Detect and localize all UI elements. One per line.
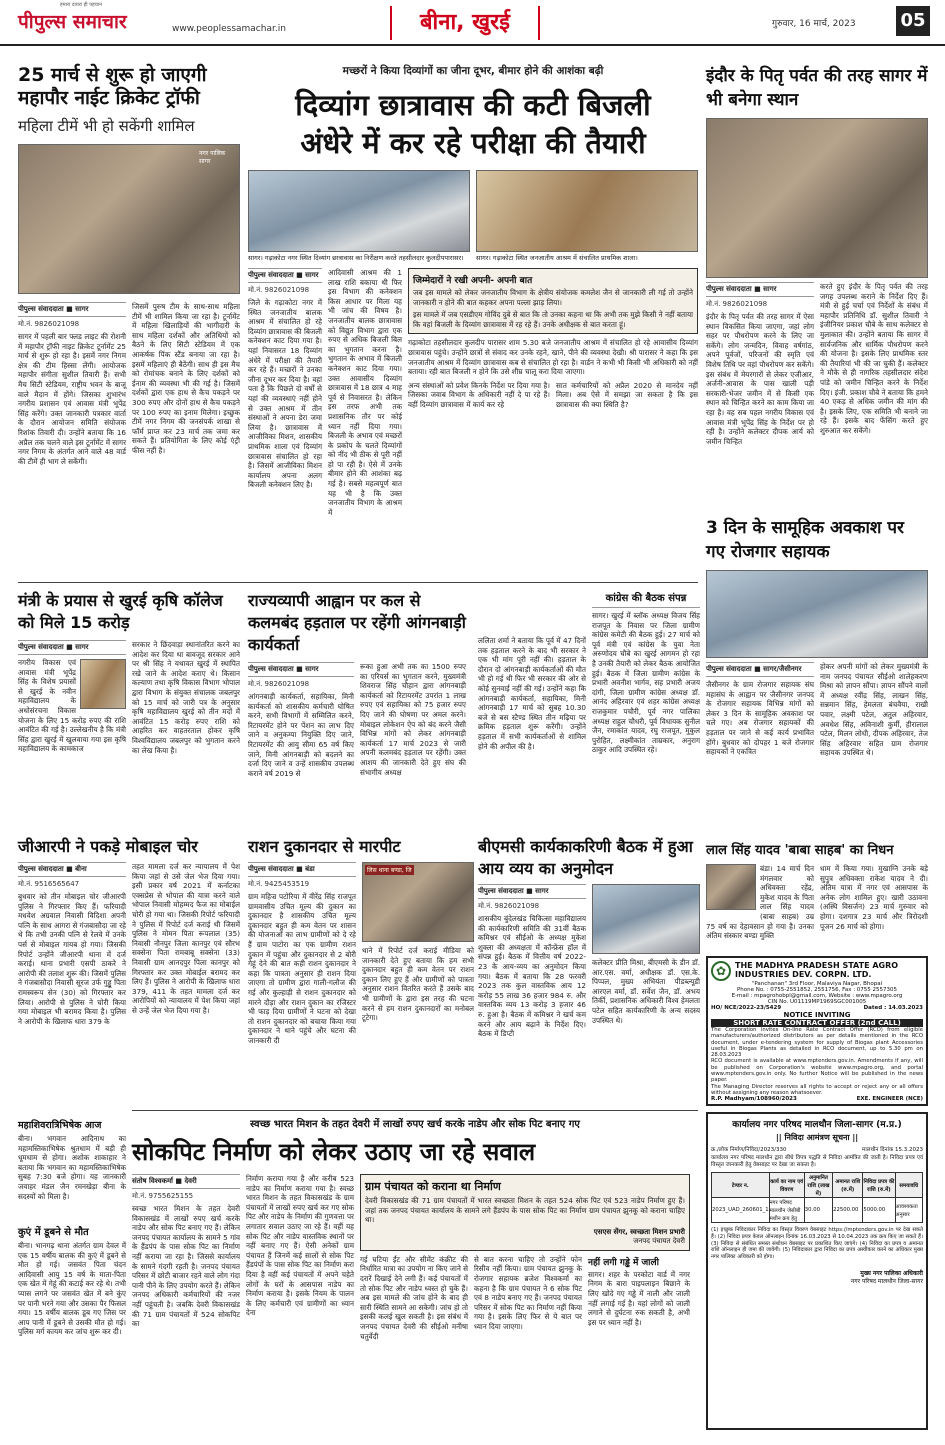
bmc-photo <box>592 884 700 954</box>
college-photo <box>80 659 126 709</box>
anganwadi-col1: आंगनबाड़ी कार्यकर्ता, सहायिका, मिनी कार्यकर्ता को शासकीय कर्मचारी घोषित करने, सभी विभागों में सम्मिलित करने, रिटायरमेंट होने पर पेंशन का लाभ दिए जाने व अनुकम्पा नियुक्ति दिए जाने, रिटायरमेंट की आयु सीमा 65 वर्ष किए जाने, मिनी आंगनबाड़ी को बदलने का दर्जा दिए जाने व उन्हें शासकीय उपलब्ध कराने वर्ष 2019 से <box>248 692 354 778</box>
grp-story <box>18 836 240 1098</box>
cricket-mobile: मो.नं. 9826021098 <box>18 320 80 328</box>
np-th: टेण्डर न. <box>712 1173 770 1198</box>
well-text: बीना। भानगढ़ थाना अंतर्गत ग्राम देवल में एक 15 वर्षीय बालक की कुएं में डूबने से मौत हो गई। जसवंत पिता चंदन आदिवासी आयु 15 वर्ष के माता-पिता एक खेत में गेहूं की कटाई कर रहे थे। तभी प्यास लगने पर जसवंत खेत में बने कुंए पर पानी भरने गया और उसका पैर फिसल गया। 15 वर्षीय बालक डूब गए जिस पर आप पानी में डूबने से उसकी मौत हो गई। पुलिस मर्ग कायम कर जांच शुरू कर दी। <box>18 1241 126 1337</box>
issue-date: गुरुवार, 16 मार्च, 2023 <box>772 19 856 29</box>
obituary-photo <box>706 864 756 910</box>
hostel-box-text-1: जब इस मामले को लेकर जनजातीय विभाग के क्षेत्रीय संयोजक कमलेश जैन से जानकारी ली गई तो उन्होंने जानकारी न होने की बात कहकर अपना पल्ला झाड़ लिया। <box>413 288 693 307</box>
indore-story <box>706 64 928 514</box>
obituary-story <box>706 842 928 950</box>
ration-headline: राशन दुकानदार से मारपीट <box>248 837 401 856</box>
deori-box-sign-2: जनपद पंचायत देवरी <box>633 1236 685 1245</box>
section-title: बीना, खुरई <box>390 6 540 40</box>
agro-logo-icon: ✿ <box>711 961 731 981</box>
np-th: समयावधि <box>895 1173 922 1198</box>
deori-col2: निर्माण कराया गया है और करीब 523 नाडेप का निर्माण कराया गया है। स्वच्छ भारत मिशन के तहत विकासखंड के ग्राम पंचायतों में लाखों रुपए खर्च कर गए सोक पिट और नाडेप के निर्माण की गुणवत्ता पर लगातार सवाल उठाए जा रहे हैं। वहीं यह सोक पिट और नाडेप वास्तविक स्थानों पर नहीं बनाए गए हैं। ऐसी अनेकों ग्राम पंचायत हैं जिनमें कई सालों से सोक पिट हैंडपंपों के पास सोक पिट का निर्माण करा दिया है वहीं कई पंचायतों में अपने चहेते लोगों के घरों के आसपास नाडेप का निर्माण कराया है। इसके नियम के पालन के लिए कर्मचारी एवं ग्रामीणों का ध्यान देना <box>246 1174 354 1318</box>
agro-phone: Phone No. : 0755-2551852, 2551756, Fax : 0755 2557305 <box>736 987 898 993</box>
deori-byline: संतोष विश्वकर्मा ■ देवरी <box>132 1174 240 1189</box>
indore-byline: पीपुल्स संवाददाता ■ सागर <box>706 282 814 297</box>
congress-text: सागर। खुरई में ब्लॉक अध्यक्ष विजय सिंह राजपूत के निवास पर जिला ग्रामीण कांग्रेस कमेटी की बैठक हुई। 27 मार्च को पूर्व मंत्री एवं कांग्रेस के युवा नेता अरुणोदय चौबे का खुरई आगमन हो रहा है उनकी तैयारी को लेकर बैठक आयोजित हुई। बैठक में जिला ग्रामीण कांग्रेस के प्रभारी अवनीश भार्गव, सह प्रभारी अजय दांगी, जिला ग्रामीण कांग्रेस अध्यक्ष डॉ. आनंद अहिरवार एवं शहर कांग्रेस अध्यक्ष राजकुमार पचौरी, पूर्व नगर पालिका अध्यक्ष राहुल चौधरी, पूर्व विधायक सुनील जैन, रमाकांत यादव, रघु राजपूत, मुकुल पुरोहित, लक्ष्मीकांत ताम्रकार, अनुराग ठाकुर आदि उपस्थित रहे। <box>592 611 700 755</box>
np-intro: कार्यालय नगर परिषद मालथौन द्वारा सीधे विपत्र पद्धति से निविदा आमंत्रित की जाती है। निविदा प्रपत्र एवं विस्तृत जानकारी हेतु वेबसाइट पर देखा जा सकता है। <box>711 1155 923 1168</box>
cricket-photo-label: नगर पालिक सागर <box>199 150 226 165</box>
hostel-headline-1: दिव्यांग छात्रावास की कटी बिजली <box>295 88 651 122</box>
cricket-headline: 25 मार्च से शुरू हो जाएगी महापौर नाईट क्रिकेट ट्रॉफी <box>18 64 207 109</box>
college-col1: नगरीय विकास एवं आवास मंत्री भूपेंद्र सिंह के विशेष प्रयासों से खुरई के नवीन महाविद्यालय के अधोसंरचना विकास योजना के लिए 15 करोड़ रुपए की राशि आवंटित की गई है। उल्लेखनीय है कि मंत्री सिंह द्वारा खुरई में खुलवाया गया इस कृषि महाविद्यालय के कामकाज <box>18 658 126 754</box>
hostel-col5: सात कर्मचारियों को अप्रैल 2020 से मानदेय नहीं मिला। अब ऐसे में समझा जा सकता है कि इस छात्रावास की क्या स्थिति है? <box>556 380 698 409</box>
cricket-col2: जिसमें पुरुष टीम के साथ-साथ महिला टीमें भी शामिल किया जा रहा है। टूर्नामेंट में महिला खिलाड़ियों की भागीदारी के साथ महिला दर्शकों और अतिथियों को बैठने के लिए सिटी स्टेडियम में एक आकर्षक पिंक स्टैंड बनाया जा रहा है। इसमें महिलाएं ही बैठेंगी। साथ ही इस मैच को रोमांचक बनाने के लिए दर्शकों को ईनाम की व्यवस्था भी की गई है। जिसमें दर्शकों द्वारा एक हाथ से कैच पकड़ने पर 300 रुपए और दोनों हाथ से कैच पकड़ने पर 100 रुपए का इनाम मिलेगा। इच्छुक टीमें नगर निगम की जनसंपर्क शाखा से फॉर्म प्राप्त कर 23 मार्च तक जमा कर सकते हैं। प्रतियोगिता के लिए कोई एंट्री फीस नहीं है। <box>132 302 240 455</box>
cricket-story <box>18 64 240 584</box>
hostel-col2: आदिवासी आश्रम की 1 लाख राशि बकाया थी फिर इस विभाग की कनेक्शन किस आधार पर मिला यह भी जांच की विषय है। जनजातीय बालक छात्रावास को विद्युत विभाग द्वारा एक रुपए से अधिक बिजली बिल का भुगतान करना है। भुगतान के अभाव में बिजली कनेक्शन काट दिया गया। उक्त आवासीय दिव्यांग छात्रावास में 18 छात्र 4 माह पूर्व से निवासरत है। लेकिन इस तरफ अभी तक प्रशासनिक तौर पर कोई ध्यान नहीं दिया गया। बिजली के अभाव एवं मच्छरों के प्रकोप के चलते दिव्यांगों को नींद भी ठीक से पूरी नहीं हो पा रही है। ऐसे में उनके बीमार होने की आशंका बढ़ गई है। सबसे महत्वपूर्ण बात यह भी है कि उक्त जनजातीय विभाग के आश्रम में <box>328 268 402 517</box>
bmc-col2: कलेक्टर प्रीति मिश्रा, बीएमसी के डीन डॉ. आर.एस. वर्मा, अधीक्षक डॉ. एस.के. पिप्पल, मुख्य अभियंता पीडब्ल्यूडी आरएल वर्मा, डॉ. सर्वेश जैन, डॉ. अभय तिर्की, प्रशासनिक अधिकारी विश्व हेमलता पटेल सहित कार्यकारिणी के अन्य सदस्य उपस्थित थे। <box>592 958 700 1025</box>
deori-box-text: देवरी विकासखंड की 71 ग्राम पंचायतों में भारत स्वच्छता मिशन के तहत 524 सोक पिट एवं 523 नाडेप निर्माण हुए हैं। जहां तक जनपद पंचायत कार्यालय के सामने लगे हैंडपंप के पास सोक पिट का निर्माण ग्राम पंचायत झुनकू को कराना चाहिए था। <box>365 1196 685 1225</box>
hostel-mobile: मो.नं. 9826021098 <box>248 286 310 294</box>
hostel-caption-1: सागर। गढ़ाकोटा नगर स्थित दिव्यांग छात्रावास का निरीक्षण करते तहसीलदार कुलदीपपारासर। <box>248 254 464 262</box>
agro-email[interactable]: E-mail : mpagrohobpl@gmail.com, Website : www.mpagro.org <box>731 993 903 999</box>
cricket-col1: सागर में पहली बार फ्लड लाइट की रोशनी में महापौर ट्रॉफी नाइट क्रिकेट टूर्नामेंट 25 मार्च से शुरू हो रहा है। इसमें नगर निगम क्षेत्र की टीम हिस्सा लेंगी। आयोजक महापौर संगीता सुशील तिवारी हैं। सभी मैच सिटी स्टेडियम, राष्ट्रीय भवन के बाजू वाले मैदान में होंगे। जिसका शुभारंभ नगरीय प्रशासन एवं आवास मंत्री भूपेंद्र सिंह करेंगे। उक्त जानकारी पत्रकार वार्ता के दौरान आयोजन समिति संयोजक रिशांक तिवारी दी। उन्होंने बताया कि 16 अप्रैल तक चलने वाले इस टूर्नामेंट में सागर नगर निगम के अंतर्गत आने वाले 48 वार्ड की टीमें ही भाग ले सकेंगी। <box>18 332 127 466</box>
ration-story <box>248 836 474 1098</box>
deori-story <box>132 1116 698 1436</box>
deori-kicker: स्वच्छ भारत मिशन के तहत देवरी में लाखों रुपए खर्च करके नाडेप और सोक पिट बनाए गए <box>250 1119 580 1130</box>
np-th: कार्य का नाम एवं विवरण <box>769 1173 804 1198</box>
anganwadi-byline: पीपुल्स संवाददाता ■ सागर <box>248 662 354 677</box>
cricket-subhead: महिला टीमें भी हो सकेंगी शामिल <box>18 117 195 135</box>
mahashivratri-text: बीना। भगवान आदिनाथ का महामस्तिकाभिषेक श्रुतधाम में बड़ी ही धूमधाम से होगा। अशोक शाकाहार ने बताया कि भगवान का महामस्तिकाभिषेक सुबह 7:30 बजे होगा। यह जानकारी जवाहर मंडल जैन रमनखेड़ा बीना के सदस्यों को मिला है। <box>18 1134 126 1201</box>
well-headline: कुएं में डूबने से मौत <box>18 1227 89 1238</box>
hostel-sidebar-box <box>408 268 698 334</box>
obituary-text-1: बंडा। 14 मार्च दिन मंगलवार को अधिवक्ता रहेंद्र, मुकेश यादव के पिता लाल सिंह यादव (बाबा साहब) उम्र 75 वर्ष का देहावसान हो गया है। उनका अंतिम संस्कार बण्डा मुक्ति <box>706 864 814 941</box>
agro-org-1: THE MADHYA PRADESH STATE AGRO <box>735 961 899 970</box>
hostel-col3: गढ़ाकोटा तहसीलदार कुलदीप पारासर शाम 5.30 बजे जनजातीय आश्रम में संचालित हो रहे आवासीय दिव्यांग छात्रावास पहुंचे। उन्होंने छात्रों से संवाद कर उनके रहने, खाने, पीने की व्यवस्था देखी। श्री पारासर ने कहा कि इस जनजातीय आश्रम में दिव्यांग छात्रावास कब से संचालित हो रहा है। वार्डन ने कभी भी किसी भी अधिकारी को नहीं बताया। रही बात बिजली न होने कि उसे शीघ्र चालू करा दिया जाएगा। <box>408 338 698 377</box>
np-subtitle: || निविदा आमंत्रण सूचना || <box>775 1133 859 1142</box>
indore-photo <box>706 118 928 278</box>
bmc-mobile: मो.नं. 9826021098 <box>478 902 540 910</box>
np-th: निविदा प्रपत्र की राशि (रु.में) <box>863 1173 895 1198</box>
deori-headline: सोकपिट निर्माण को लेकर उठाए जा रहे सवाल <box>132 1138 536 1166</box>
bmc-story <box>478 836 700 1098</box>
ration-photo <box>362 862 474 942</box>
ration-photo-sign: लिस थाना बण्डा, जि <box>367 867 412 874</box>
masthead <box>0 0 945 46</box>
ration-col2: थाने में रिपोर्ट दर्ज कराई मीडिया को जानकारी देते हुए बताया कि हम सभी दुकानदार बहुत ही कम वेतन पर राशन दुकान लिए हुए हैं और ग्रामीणों को पात्रता अनुसार राशन वितरित करते हैं उसके बाद भी ग्रामीणों के द्वारा इस तरह की घटना करने से हम राशन दुकानदारों का मनोबल टूटेगा। <box>362 946 474 1023</box>
brand-logo: पीपुल्स समाचार <box>18 11 127 33</box>
agro-address: "Panchanan" 3rd Floor, Malaviya Nagar, Bhopal <box>751 981 883 987</box>
indore-headline: इंदौर के पितृ पर्वत की तरह सागर में भी बनेगा स्थान <box>706 66 928 110</box>
np-date: मालथौन दिनांक 15.3.2023 <box>862 1147 923 1153</box>
grp-byline: पीपुल्स संवाददाता ■ बीना <box>18 862 126 877</box>
hostel-kicker: मच्छरों ने किया दिव्यांगों का जीना दूभर, बीमार होने की आशंका बढ़ी <box>342 65 604 77</box>
ration-mobile: मो.नं. 9425453519 <box>248 880 310 888</box>
np-sign-1: मुख्य नगर पालिका अधिकारी <box>860 1269 923 1277</box>
hostel-photo-2 <box>476 170 698 252</box>
np-th: अनुमानित राशि (लाख में) <box>804 1173 832 1198</box>
brand-tagline: हमारा दायरा ही पहचान <box>60 2 102 8</box>
anganwadi-mobile: मो.नं. 9826021098 <box>248 680 310 688</box>
grp-col2: तहत मामला दर्ज कर न्यायालय में पेश किया जहां से उसे जेल भेज दिया गया। इसी प्रकार वर्ष 2021 में कर्नाटका एक्सप्रेस से भोपाल की यात्रा करने वाले भोपाल निवासी मोहम्मद फैज का मोबाईल चोरी हो गया था। जिसकी रिपोर्ट फरियादी ने पुलिस में रिपोर्ट दर्ज कराई थी जिसमें पुलिस ने मोमन पिता रूपलाल (35) निवासी नौनपुर जिला कानपुर एवं सौरभ सक्सेना पिता रामबाबू सक्सेना (33) निवासी ग्राम आनदपुर पिला कानपुर को गिरफ्तार कर उक्त मोबाईल बरामद कर लिए हैं। पुलिस ने आरोपी के खिलाफ धारा 379, 411 के तहत मामला दर्ज कर आरोपियों को न्यायालय में पेश किया जहां से उन्हें जेल भेज दिया गया है। <box>132 862 240 1015</box>
cricket-byline: पीपुल्स संवाददाता ■ सागर <box>18 302 126 317</box>
hostel-caption-2: सागर। गढ़ाकोटा स्थित जनजातीय आश्रम में संचालित प्राथमिक शाला। <box>476 254 638 262</box>
agro-tender-ad <box>706 956 928 1106</box>
bmc-col1: शासकीय बुंदेलखंड चिकित्सा महाविद्यालय की कार्यकारिणी समिति की 31वीं बैठक कमिश्नर एवं सीईओ के अध्यक्ष मुकेश शुक्ला की अध्यक्षता में कॉन्फ्रेंस हॉल में संपन्न हुई। बैठक में वित्तीय वर्ष 2022-23 के आय-व्यय का अनुमोदन किया गया। बैठक में बताया कि 28 फरवरी 2023 तक कुल वास्तविक आय 12 करोड़ 55 लाख 36 हजार 984 रु. और वास्तविक व्यय 13 करोड़ 3 हजार 46 रु. हुआ है। बैठक में कमिश्नर ने खर्च कम करने और आय बढ़ाने के निर्देश दिए। बैठक में डिप्टी <box>478 914 586 1039</box>
grp-mobile: मो.नं. 9516565647 <box>18 880 80 888</box>
well-story <box>18 1224 126 1424</box>
table-row <box>712 1198 923 1223</box>
rojgar-headline: 3 दिन के सामूहिक अवकाश पर गए रोजगार सहायक <box>706 518 904 562</box>
deori-box-title: ग्राम पंचायत को कराना था निर्माण <box>365 1180 501 1193</box>
college-col2: सरकार ने छिंदवाड़ा स्थानांतरित करने का आदेश कर दिया था बावजूद सरकार आने पर श्री सिंह ने यथावत खुरई में स्थापित रखे जाने के आदेश कराए थे। किसान कल्याण तथा कृषि विकास विभाग भोपाल द्वारा विभाग के संयुक्त संचालक जबलपुर को 15 मार्च को जारी पत्र के अनुसार कृषि महाविद्यालय खुरई को तीन मदों में आवंटित 15 करोड़ रुपए राशि को आहरित कर वाहतरताल होकर कृषि विश्वविद्यालय जबलपुर को भुगतान करने का लेख किया है। <box>132 640 240 755</box>
np-ref: क्र./लोक निर्माण/निविदा/2023/330 <box>711 1147 787 1153</box>
gadde-text: सागर। शहर के परकोटा वार्ड में नगर निगम के बारा पाइपलाइन बिछाने के लिए खोदे गए गड्ढे में नाली और जाली नहीं लगाई गई है। यहां लोगों को जाली लगाने से दुर्घटना रुक सकती है, अभी इस पर ध्यान नहीं है। <box>588 1269 690 1327</box>
college-story <box>18 590 240 828</box>
indore-col2: करते हुए इंदौर के पितृ पर्वत की तरह जगह उपलब्ध कराने के निर्देश दिए हैं। मंत्री से हुई चर्चा एवं निर्देशों के संबंध में महापौर प्रतिनिधि डॉ. सुशील तिवारी ने इंजीनियर प्रकाश चौबे के साथ कलेक्टर से मुलाकात की। उन्होंने बताया कि सागर में सार्वजनिक और धार्मिक पौधरोपण करने की योजना है। इसके लिए प्राथमिक स्तर की तैयारियां भी की जा चुकी हैं। कलेक्टर ने मौके से ही नागरिक तहसीलदार संदेश पांडे को जमीन चिन्हित करने के निर्देश दिए। इंजी. प्रकाश चौबे ने बताया कि हमने 40 एकड़ से अधिक जमीन की मांग की है। इसके लिए, एक समिति भी बनाने जा रहे हैं। इसके बाद फेंसिंग करते हुए शुरुआत कर सकेंगे। <box>820 282 928 435</box>
agro-notice-2: SHORT RATE CONTRACT OFFER (2nd CALL) <box>711 1019 923 1027</box>
agro-org-2: INDUSTRIES DEV. CORPN. LTD. <box>735 970 872 979</box>
deori-col3: गई घटिया ईंट और सीमेंट कंक्रीट की निर्धारित मात्रा का उपयोग ना किए जाने से दरारें दिखाई देने लगी हैं। कई पंचायतों में तो सोक पिट और नाडेप ध्वस्त हो चुके हैं। अब इस मामले की जांच होने के बाद ही सारी स्थिति सामने आ सकेगी। जांच हो तो इसकी कलई खुल सकती है। इस संबंध में जनपद पंचायत देवरी की सीईओ मनीषा चतुर्वेदी <box>360 1254 468 1341</box>
deori-col1: स्वच्छ भारत मिशन के तहत देवरी विकासखंड में लाखों रुपए खर्च करके नाडेप और सोक पिट बनाए गए हैं। लेकिन जनपद पंचायत कार्यालय के सामने 5 गांव के हैंडपंप के पास सोक पिट का निर्माण नहीं कराया जा रहा है। जिससे कार्यालय के सामने गंदगी रहती है। जनपद पंचायत परिसर में छोटी बाजार रहने वाले लोग गंदा पानी पीने के लिए उपयोग करते हैं। लेकिन जनपद अधिकारी कर्मचारियों की नजर नहीं पहुंचती है। जबकि देवरी विकासखंड की 71 ग्राम पंचायतों में 524 सोकपिट का <box>132 1204 240 1329</box>
anganwadi-story <box>248 590 473 830</box>
rojgar-story <box>706 516 928 836</box>
np-td: आवश्यकता अनुसार <box>895 1198 922 1223</box>
hostel-headline-2: अंधेरे में कर रहे परीक्षा की तैयारी <box>300 126 646 160</box>
np-th: अमानत राशि (रु.में) <box>833 1173 863 1198</box>
deori-box-sign-1: एसएस सेंगर, स्वच्छता मिशन प्रभारी <box>593 1227 685 1236</box>
agro-notice-1: NOTICE INVITING <box>783 1011 851 1019</box>
anganwadi-headline: राज्यव्यापी आह्वान पर कल से कलमबंद हड़ताल पर रहेंगी आंगनबाड़ी कार्यकर्ता <box>248 591 466 654</box>
np-notes: (1) इच्छुक निविदाकार निविदा का विस्तृत विवरण वेबसाइट https://mptenders.gov.in पर देख सकते हैं। (2) निविदा प्रपत्र केवल ऑनलाइन दिनांक 16.03.2023 से 10.04.2023 तक क्रय किए जा सकते हैं। (3) निविदा से संबंधित समस्त संशोधन वेबसाइट पर प्रकाशित किए जाएंगे। (4) निविदा का प्रपत्र व अमानत राशि ऑनलाइन ही जमा की जावेगी। (5) निविदाकार द्वारा निविदा का प्रपत्र अस्वीकार करने का अधिकार मुख्य नगर पालिका अधिकारी को होगा। <box>711 1227 923 1261</box>
nagar-parishad-tender <box>706 1112 928 1430</box>
np-td: नगर परिषद मालथौन जेसीबी मशीन क्रय हेतु <box>769 1198 804 1223</box>
college-byline: पीपुल्स संवाददाता ■ सागर <box>18 640 126 655</box>
mahashivratri-headline: महाशिवरात्रिभिषेक आज <box>18 1120 102 1131</box>
hostel-col1: जिले के गढ़ाकोटा नगर में स्थित जनजातीय बालक आश्रम में संचालित हो रहे दिव्यांग छात्रावास की बिजली कनेक्शन काट दिया गया है। यहां निवासरत 18 दिव्यांग अंधेरे में परीक्षा की तैयारी कर रहे हैं। मच्छरों ने उनका जीना दूभर कर दिया है। वहां पता है कि पिछले दो वर्षों से यहां की व्यवस्थाएं नहीं होने से उक्त आश्रम में तीन संस्थाओं ने अपना डेरा जमा लिया है। छात्रावास में आजीविका मिशन, शासकीय प्राथमिक शाला एवं दिव्यांग छात्रावास संचालित हो रहा है। जिसमें आजीविका मिशन कार्यालय अपना अलग बिजली कनेक्शन लिए है। <box>248 298 322 490</box>
deori-sidebar-box <box>360 1174 690 1251</box>
rojgar-byline: पीपुल्स संवाददाता ■ सागर/जैसीनगर <box>706 662 814 677</box>
np-table-header <box>712 1173 923 1198</box>
np-td: 30.00 <box>804 1198 832 1223</box>
bmc-byline: पीपुल्स संवाददाता ■ सागर <box>478 884 586 899</box>
agro-ref: HO/ NCE/2022-23/5429 <box>711 1005 782 1011</box>
np-sign-2: नगर परिषद मालथौन जिला-सागर <box>850 1277 923 1285</box>
hostel-byline: पीपुल्स संवाददाता ■ सागर <box>248 268 322 283</box>
deori-mobile: मो.नं. 9755625155 <box>132 1192 194 1200</box>
bmc-headline: बीएमसी कार्यकाकरिणी बैठक में हुआ आय व्यय का अनुमोदन <box>478 837 693 878</box>
rojgar-col1: जैसीनगर के ग्राम रोजगार सहायक संघ महासंघ के आह्वान पर जैसीनगर जनपद के रोजगार सहायक विभिन्न मांगों को लेकर 3 दिन के सामूहिक अवकाश पर चले गए। अब रोजगार सहायकों की हड़ताल पर जाने से कई कार्य प्रभावित होंगे। बुधवार को दोपहर 1 बजे रोजगार सहायकों ने एकत्रित <box>706 680 814 757</box>
website[interactable]: www.peoplessamachar.in <box>172 24 286 34</box>
rojgar-photo <box>706 570 928 658</box>
hostel-box-title: जिम्मेदारों ने रखी अपनी- अपनी बात <box>413 276 533 286</box>
anganwadi-col3: ललिता शर्मा ने बताया कि पूर्व में 47 दिनों तक हड़ताल करने के बाद भी सरकार ने एक भी मांग पूरी नहीं की। हड़ताल के दौरान दो आंगनबाड़ी कार्यकर्ताओं की मौत भी हो गई थी फिर भी सरकार की ओर से कोई सुनवाई नहीं की गई। उन्होंने कहा कि आंगनबाड़ी कार्यकर्ता, सहायिका, मिनी आंगनबाड़ी 17 मार्च को सुबह 10.30 बजे से बस स्टैण्ड स्थित तीन मढ़िया पर क्रमिक हड़ताल शुरू करेंगी। उन्होंने हड़ताल में सभी कार्यकर्ताओं से शामिल होने की अपील की है। <box>478 636 586 751</box>
deori-col4: से बात करना चाहिए तो उन्होंने फोन रिसीव नहीं किया। ग्राम पंचायत झुनकू के रोजगार सहायक ब्रजेश विश्वकर्मा का कहना है कि ग्राम पंचायत ने 6 सोक पिट एवं 8 नाडेप बनाए गए हैं। जनपद पंचायत परिसर में सोक पिट का निर्माण नहीं किया गया है। इसके लिए फिर से ये बात पर ध्यान दिया जाएगा। <box>474 1254 582 1331</box>
congress-headline: कांग्रेस की बैठक संपन्न <box>592 590 700 608</box>
rojgar-col2: होकर अपनी मांगों को लेकर मुख्यमंत्री के नाम जनपद पंचायत सीईओ शालेहकरण मिश्रा को ज्ञापन सौंपा। ज्ञापन सौंपने वालों में अध्यक्ष रवींद्र सिंह, लाखन सिंह, सन्नमान सिंह, हेमलता बंचवैया, राखी पवार, लक्ष्मी पटेल, अतुल अहिरवार, अवधेश सिंह, अविनाशी कुर्मी, हीरालाल पटेल, मिलन लोधी, दीपक अहिरवार, तेज सिंह अहिरवार सहित ग्राम रोजगार सहायक उपस्थित थे। <box>820 662 928 758</box>
obituary-headline: लाल सिंह यादव 'बाबा साहब' का निधन <box>706 843 894 858</box>
obituary-text-2: धाम में किया गया। मुखाग्नि उनके बड़े सुपुत्र अधिवक्ता राकेश यादव ने दी। अंतिम यात्रा में नगर एवं आसपास के अनेक लोग शामिल हुए। खारी उठावना (अस्थि विसर्जन) 23 मार्च गुरुवार को होगा। दशगात्र 23 मार्च और त्रिरोदशी पूजन 26 मार्च को होगा। <box>820 864 928 931</box>
np-td: 2023_UAD_260601_1 <box>712 1198 770 1223</box>
np-td: 5000.00 <box>863 1198 895 1223</box>
college-headline: मंत्री के प्रयास से खुरई कृषि कॉलेज को मिले 15 करोड़ <box>18 591 223 632</box>
agro-footer-right: EXE. ENGINEER (NCE) <box>856 1096 923 1103</box>
grp-headline: जीआरपी ने पकड़े मोबाइल चोर <box>18 837 198 856</box>
ration-byline: पीपुल्स संवाददाता ■ बंडा <box>248 862 356 877</box>
anganwadi-col2: रूका हुआ अभी तक का 1500 रुपए का एरियर्स का भुगतान करने, मुख्यमंत्री शिवराज सिंह चौहान द्वारा आंगनबाड़ी कार्यकर्ता को रिटायरमेंट उपरांत 1 लाख रुपए एवं सहायिका को 75 हजार रुपए दिए जाने की घोषणा पर अमल करने। मोबाइल लोकेशन ऐप को बंद करने जैसी विभिन्न मांगों को लेकर आंगनबाड़ी कार्यकर्ता 17 मार्च 2023 से जारी अपनी कलमबंद हड़ताल पर रहेंगी। उक्त आशय की जानकारी देते हुए संघ की संभागीय अध्यक्ष <box>360 662 466 777</box>
gadde-headline: नहीं लगी गड्ढे में जाली <box>588 1257 659 1268</box>
indore-col1: इंदौर के पितृ पर्वत की तरह सागर में ऐसा स्थान विकसित किया जाएगा, जहां लोग सहर पर पौधरोपण करने के लिए जा सकेंगे। लोग जन्मदिन, विवाह वर्षगांठ, अपने पूर्वजों, परिजनों की स्मृति एवं विशेष तिथि पर वहां पौधरोपण कर सकेंगे। इस संबंध में मेयरगारों से लेकर एजीआर, अर्जनी-आवास के पास खाली पड़ी सरकारी-भेजर जमीन में से किसी एक स्थान को चिन्हित करने का काम किया जा रहा है। वह सब पहल नगरीय विकास एवं आवास मंत्री भूपेंद्र सिंह के निर्देश पर हो रही है। उन्होंने कलेक्टर दीपक आर्य को जमीन चिन्हित <box>706 312 814 446</box>
page-number: 05 <box>896 6 930 36</box>
hostel-story <box>248 64 698 574</box>
agro-body-2: RCO document is available at www.mptenders.gov.in. Amendments if any, will be published on Corporation's website www.mpagro.org, and portal www.mptenders.gov.in only. No further Notice will be published in the news paper. <box>711 1058 923 1084</box>
anganwadi-col3-block <box>478 636 586 826</box>
mahashivratri-story <box>18 1118 126 1218</box>
hostel-box-text-2: इस मामले में जब एसडीएम गोविंद दुबे से बात कि तो उनका कहना था कि अभी तक मुझे किसी ने नहीं बताया कि वहां बिजली के दिव्यांग छात्रावास में रह रहे हैं। उनके अधीक्षक से बात करता हूं। <box>413 310 693 329</box>
hostel-col4: अन्य संस्थाओं को प्रवेश किनके निर्देश पर दिया गया है। जिसका जवाब विभाग के अधिकारी नहीं दे पा रहे हैं। वहीं दिव्यांग छात्रावास में कार्य कर रहे <box>408 380 550 409</box>
agro-dated: Dated : 14.03.2023 <box>863 1005 923 1011</box>
np-table <box>711 1172 923 1223</box>
agro-body-3: The Managing Director reserves all rights to accept or reject any or all offers without assigning any reason whatsoever. <box>711 1083 923 1096</box>
agro-body: The Corporation invites On-line Rate Contract Offer (RCO) from eligible manufacturers/authorized distributors as per details mentioned in the RCO document, under e-tendering system for supply of Biogas plant Accessories useful in Biogas Plants as detailed in RCO document, up to 5.30 pm on 28.03.2023 <box>711 1027 923 1059</box>
divider <box>18 582 698 583</box>
cricket-photo <box>18 144 240 294</box>
congress-story <box>592 590 700 830</box>
np-title: कार्यालय नगर परिषद मालथौन जिला-सागर (म.प्र.) <box>732 1120 902 1130</box>
hostel-photo-1 <box>248 170 470 252</box>
agro-cin: CIN No. U01119MP1969SGC001005 <box>767 999 867 1005</box>
divider-bottom <box>132 1110 698 1111</box>
ration-col1: ग्राम महिज्र पटोरिया में वीरेंद्र सिंह राजपूत ग्रामवासीय उचित मूल्य की दुकान का दुकानदार है शासकीय उचित मूल्य दुकानदार बहुत ही कम वेतन पर शासन की योजनाओं का लाभ ग्रामीणों को दे रहे हैं ग्राम पाटोरा का एक ग्रामीण राशन दुकान में पहुंचा और दुकानदार से 2 बोरी गेहूं देने की बात कही राशन दुकानदार ने कहा कि पात्रता अनुसार ही राशन दिया जाएगा तो ग्रामीण द्वारा गाली-गलौज की गई और कुल्हाड़ी से राशन दुकानदार को मारने दौड़ा और राशन दुकान का रजिस्टर भी फाड़ दिया ग्रामीणों ने घटना को देखा तो राशन दुकानदार को बचाया किया गया दुकानदार ने थाने पहुंचे और घटना की जानकारी दी <box>248 892 356 1045</box>
agro-footer-left: R.P. Madhyam/108960/2023 <box>711 1096 797 1103</box>
indore-mobile: मो.नं. 9826021098 <box>706 300 768 308</box>
np-td: 22500.00 <box>833 1198 863 1223</box>
grp-col1: बुधवार को तीन मोबाइल चोर जीआरपी पुलिस ने गिरफ्तार किए हैं। फरियादी मधवेश अग्रवाल निवासी विदिशा अपनी पत्नि के साथ आगरा से गंजबासौदा जा रहे थे कि तभी उनकी पत्नि से रेलवे में उनके पर्स से मोबाइल गायब हो गया। जिसकी रिपोर्ट उन्होंने जीआरपी थाना में दर्ज कराई। थाना प्रभारी एसपी ठाकरे ने आरोपी की तलाश शुरू की। जिसमें पुलिस ने गंजबासौदा निवासी सूरज उर्फ गुड्डू पिता रामस्वरूप सेन (30) को गिरफ्तार कर लिया। आरोपी से पुलिस ने चोरी किया गया मोबाइल भी बरामद किया है। पुलिस ने आरोपी के खिलाफ धारा 379 के <box>18 892 126 1026</box>
